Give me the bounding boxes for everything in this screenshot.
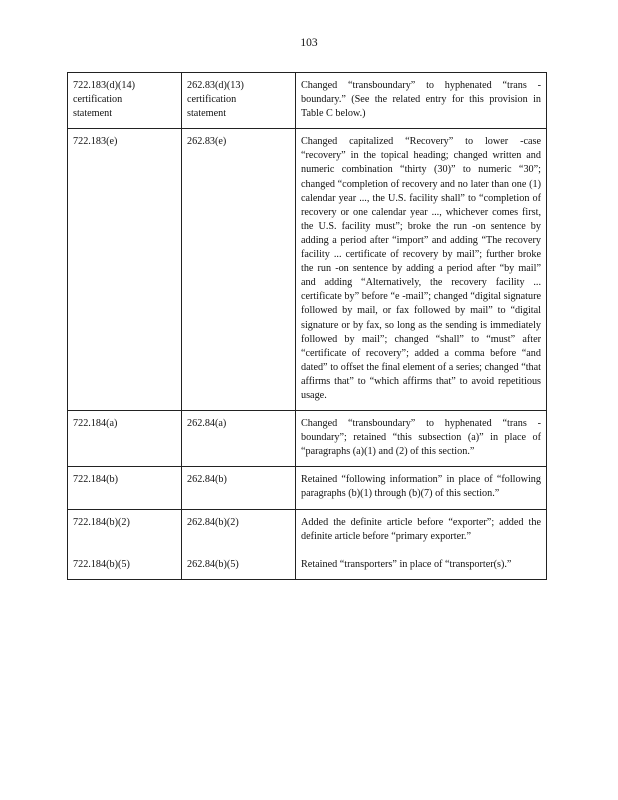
- section-text: 262.84(b)(2): [187, 516, 239, 528]
- section-text: 722.184(b): [73, 474, 118, 486]
- change-description-cell: [296, 129, 547, 411]
- table-row: [68, 73, 547, 129]
- change-description: Changed capitalized “Recovery” to lower -case “recovery” in the topical heading; changed written and numeric combination “thirty (30)” to numeric “30”; changed “completion of recovery and no later than one (1) calendar year ..., the U.S. facility shall” to “completion of recovery or one calendar year ..., whichever comes first, the U.S. facility must”; broke the run -on sentence by adding a period after “import” and adding “The recovery facility ... certificate of recovery by mail”; further broke the run -on sentence by adding a period after “by mail” and adding “Alternatively, the recovery facility ... certificate by” before “e -mail”; changed “digital signature followed by mail, or fax followed by mail” to “digital signature or by fax, so long as the sending is immediately followed by mail”; changed “shall” to “must” after “certificate of recovery”; added a comma before “and dated” to offset the final element of a series; changed “that affirms that” to “which affirms that” to avoid repetitious usage.: [301, 136, 541, 401]
- section-text: 722.184(b)(5): [73, 558, 130, 570]
- federal-section-cell: [182, 467, 296, 509]
- section-text: 262.83(e): [187, 136, 227, 148]
- table-row: [68, 509, 547, 579]
- illinois-section-cell: [68, 73, 182, 129]
- section-text: 722.183(d)(14): [73, 80, 135, 91]
- change-description-cell: [296, 73, 547, 129]
- table-row: [68, 467, 547, 509]
- section-text: 262.84(b): [187, 474, 227, 486]
- section-text: 262.84(a): [187, 418, 227, 430]
- change-description-cell: [296, 467, 547, 509]
- illinois-section-cell: [68, 467, 182, 509]
- section-text: 722.183(e): [73, 136, 118, 148]
- change-description: Retained “following information” in place of “following paragraphs (b)(1) through (b)(7) of this section.”: [301, 474, 541, 500]
- change-description-cell: [296, 509, 547, 579]
- change-description: Changed “transboundary” to hyphenated “trans - boundary”; retained “this subsection (a)” in place of “paragraphs (a)(1) and (2) of this section.”: [301, 418, 541, 458]
- change-description: Added the definite article before “exporter”; added the definite article before “primary exporter.”: [301, 516, 541, 542]
- section-text: 262.83(d)(13): [187, 80, 244, 91]
- illinois-section-cell: [68, 509, 182, 579]
- page-number: 103: [300, 37, 318, 49]
- provisions-table: [67, 72, 547, 580]
- federal-section-cell: [182, 73, 296, 129]
- section-text: statement: [73, 108, 113, 120]
- federal-section-cell: [182, 411, 296, 467]
- section-text: certification: [187, 94, 237, 106]
- table-row: [68, 411, 547, 467]
- table-row: [68, 129, 547, 411]
- section-text: 722.184(b)(2): [73, 516, 130, 528]
- illinois-section-cell: [68, 411, 182, 467]
- section-text: 722.184(a): [73, 418, 118, 430]
- federal-section-cell: [182, 509, 296, 579]
- federal-section-cell: [182, 129, 296, 411]
- section-text: certification: [73, 94, 123, 106]
- section-text: 262.84(b)(5): [187, 558, 239, 570]
- change-description: Changed “transboundary” to hyphenated “trans - boundary.” (See the related entry for this provision in Table C below.): [301, 80, 541, 120]
- illinois-section-cell: [68, 129, 182, 411]
- section-text: statement: [187, 108, 227, 120]
- change-description-cell: [296, 411, 547, 467]
- change-description: Retained “transporters” in place of “transporter(s).”: [301, 558, 512, 570]
